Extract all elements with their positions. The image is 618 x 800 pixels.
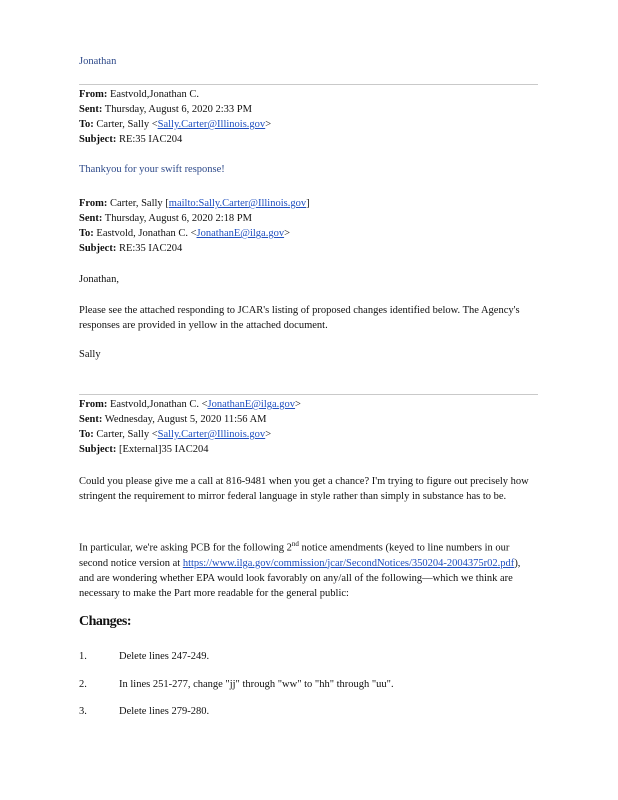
sent-label: Sent: [79,213,103,224]
from-close: > [295,399,301,410]
greeting-top: Jonathan [79,56,117,67]
list-item-text: In lines 251-277, change "jj" through "ww" to "hh" through "uu". [119,679,394,690]
email3-para1: Could you please give me a call at 816-9481 when you get a chance? I'm trying to figure out precisely how stringent the requirement to mirror federal language in style rather than simply in substance has to be. [79,476,529,502]
sent-value: Wednesday, August 5, 2020 11:56 AM [104,414,267,425]
to-label: To: [79,228,94,239]
divider [79,84,538,85]
sent-label: Sent: [79,414,103,425]
changes-heading: Changes: [79,614,132,629]
to-name: Eastvold, Jonathan C. < [96,228,197,239]
email3-subject-line [79,444,209,455]
from-value: Eastvold,Jonathan C. [110,89,199,100]
email1-to-line [79,119,271,130]
from-label: From: [79,89,108,100]
subject-value: [External]35 IAC204 [118,444,209,455]
subject-value: RE:35 IAC204 [118,134,183,145]
to-email-link[interactable]: Sally.Carter@Illinois.gov [157,429,266,440]
divider [79,394,538,395]
para2-start: In particular, we're asking PCB for the following 2 [79,542,292,554]
subject-label: Subject: [79,134,117,145]
list-item-text: Delete lines 247-249. [119,651,210,662]
from-name: Carter, Sally [ [110,198,169,209]
sent-value: Thursday, August 6, 2020 2:33 PM [104,104,252,115]
email2-to-line [79,228,290,239]
para2-middle: notice amendments (keyed to line numbers in our second notice version at [79,542,510,569]
to-email-link[interactable]: Sally.Carter@Illinois.gov [157,119,266,130]
email2-sent-line [79,213,252,224]
to-name: Carter, Sally < [96,119,158,130]
email2-from-line [79,198,310,209]
email3-sent-line [79,414,267,425]
from-mailto-link[interactable]: mailto:Sally.Carter@Illinois.gov [168,198,307,209]
list-item-text: Delete lines 279-280. [119,706,210,717]
email1-sent-line [79,104,252,115]
from-name: Eastvold,Jonathan C. < [110,399,208,410]
from-label: From: [79,399,108,410]
to-close: > [265,429,272,440]
email3-to-line [79,429,271,440]
from-close: ] [306,198,310,209]
subject-label: Subject: [79,444,117,455]
email2-subject-line [79,243,182,254]
to-name: Carter, Sally < [96,429,158,440]
to-label: To: [79,429,94,440]
subject-value: RE:35 IAC204 [118,243,183,254]
to-email-link[interactable]: JonathanE@ilga.gov [196,228,285,239]
email1-body: Thankyou for your swift response! [79,164,225,175]
email2-salutation: Jonathan, [79,274,119,285]
list-item-number: 2. [79,679,87,690]
to-close: > [284,228,290,239]
email2-body: Please see the attached responding to JCAR's listing of proposed changes identified below. The Agency's responses are provided in yellow in the attached document. [79,305,520,331]
email3-para2 [79,537,537,601]
sent-label: Sent: [79,104,103,115]
second-notice-link[interactable]: https://www.ilga.gov/commission/jcar/SecondNotices/350204-2004375r02.pdf [182,557,515,569]
subject-label: Subject: [79,243,117,254]
email2-signoff: Sally [79,349,101,360]
email3-from-line [79,399,301,410]
from-label: From: [79,198,108,209]
list-item-number: 1. [79,651,87,662]
ordinal-suffix: nd [291,540,299,548]
sent-value: Thursday, August 6, 2020 2:18 PM [104,213,252,224]
email1-subject-line [79,134,182,145]
from-email-link[interactable]: JonathanE@ilga.gov [207,399,296,410]
to-label: To: [79,119,94,130]
list-item-number: 3. [79,706,87,717]
para2-end: ), and are wondering whether EPA would look favorably on any/all of the following—which we think are necessary to make the Part more readable for the general public: [79,557,521,599]
to-close: > [265,119,272,130]
email1-from-line [79,89,199,100]
